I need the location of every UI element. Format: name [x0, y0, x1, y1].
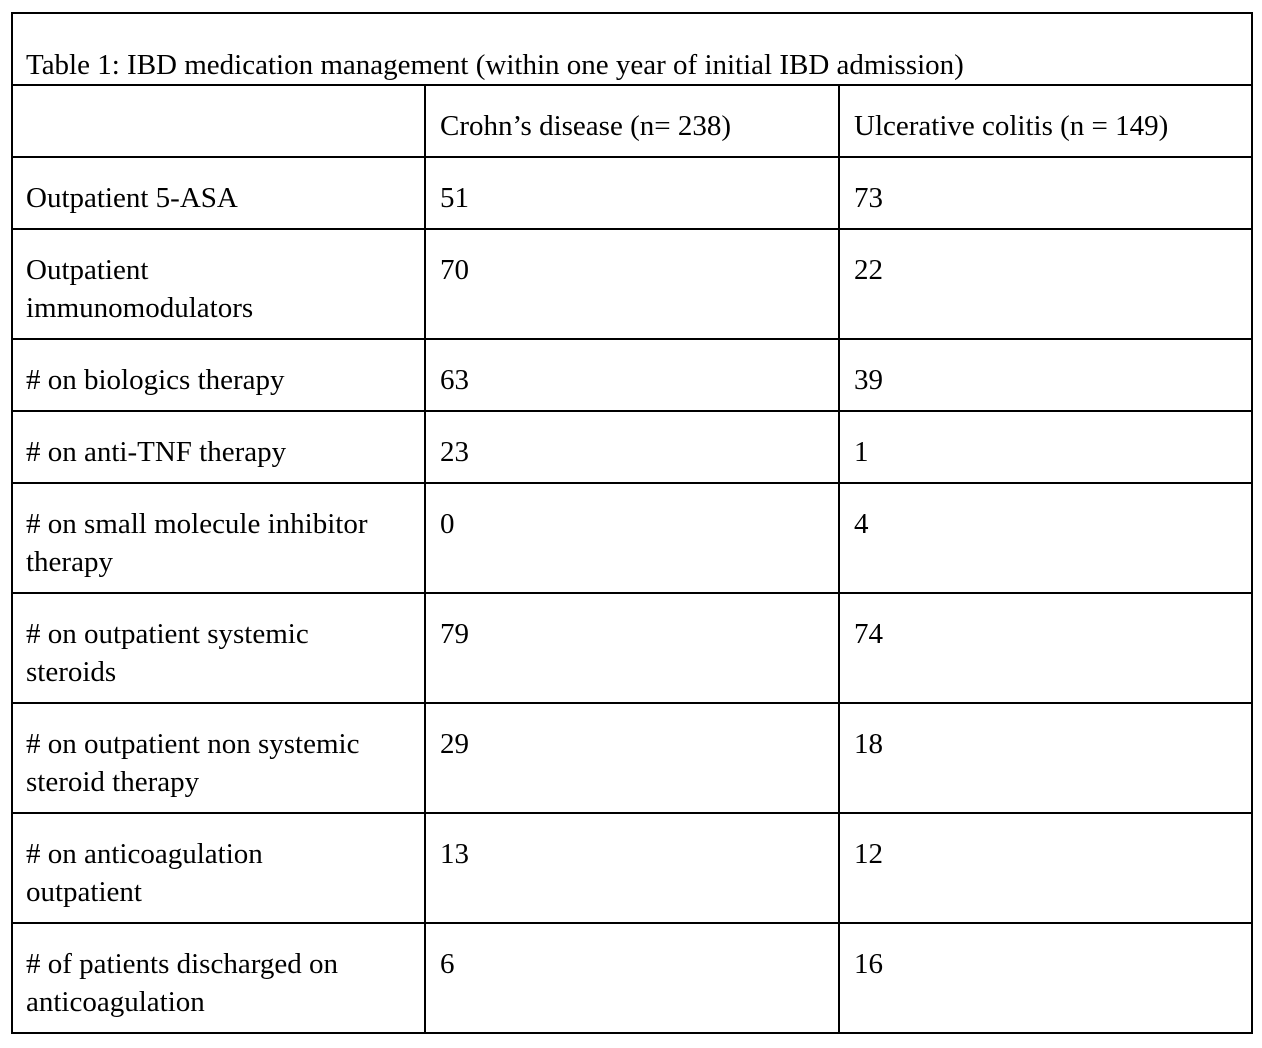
- uc-value-cell: [840, 412, 1251, 482]
- row-label: # of patients discharged on anticoagulation: [26, 948, 338, 1018]
- table-row: [13, 814, 1251, 924]
- header-row: [13, 86, 1251, 158]
- uc-value: 39: [854, 364, 883, 396]
- crohns-value: 13: [440, 838, 469, 870]
- uc-value-cell: [840, 814, 1251, 922]
- header-cell-uc: [840, 86, 1251, 156]
- row-label: # on anticoagulation outpatient: [26, 838, 263, 908]
- crohns-value: 6: [440, 948, 455, 980]
- uc-value-cell: [840, 158, 1251, 228]
- crohns-value-cell: [426, 412, 840, 482]
- row-label-cell: [13, 704, 426, 812]
- row-label-cell: [13, 230, 426, 338]
- row-label: # on outpatient systemic steroids: [26, 618, 309, 688]
- crohns-value: 79: [440, 618, 469, 650]
- crohns-value: 63: [440, 364, 469, 396]
- table-row: [13, 594, 1251, 704]
- uc-value: 12: [854, 838, 883, 870]
- row-label-cell: [13, 340, 426, 410]
- table-caption-text: Table 1: IBD medication management (within one year of initial IBD admission): [26, 49, 964, 81]
- table-row: [13, 158, 1251, 230]
- uc-value-cell: [840, 484, 1251, 592]
- crohns-value-cell: [426, 924, 840, 1032]
- table-row: [13, 704, 1251, 814]
- table-row: [13, 924, 1251, 1032]
- table-row: [13, 412, 1251, 484]
- crohns-value: 51: [440, 182, 469, 214]
- header-cell-crohns: [426, 86, 840, 156]
- row-label: # on anti-TNF therapy: [26, 436, 287, 468]
- uc-value-cell: [840, 704, 1251, 812]
- row-label: # on biologics therapy: [26, 364, 285, 396]
- crohns-value-cell: [426, 158, 840, 228]
- crohns-value-cell: [426, 594, 840, 702]
- row-label-cell: [13, 814, 426, 922]
- uc-value: 73: [854, 182, 883, 214]
- row-label: Outpatient 5-ASA: [26, 182, 238, 214]
- table-row: [13, 340, 1251, 412]
- uc-value-cell: [840, 340, 1251, 410]
- uc-value: 74: [854, 618, 883, 650]
- uc-value-cell: [840, 230, 1251, 338]
- medication-table: [11, 12, 1253, 1034]
- row-label-cell: [13, 924, 426, 1032]
- crohns-value-cell: [426, 230, 840, 338]
- crohns-value-cell: [426, 340, 840, 410]
- uc-value: 22: [854, 254, 883, 286]
- row-label: # on outpatient non systemic steroid therapy: [26, 728, 360, 798]
- crohns-value: 29: [440, 728, 469, 760]
- row-label: Outpatient immunomodulators: [26, 254, 254, 324]
- header-crohns-label: Crohn’s disease (n= 238): [440, 110, 732, 142]
- row-label-cell: [13, 158, 426, 228]
- crohns-value: 0: [440, 508, 455, 540]
- crohns-value: 23: [440, 436, 469, 468]
- uc-value-cell: [840, 924, 1251, 1032]
- uc-value: 4: [854, 508, 869, 540]
- row-label: # on small molecule inhibitor therapy: [26, 508, 368, 578]
- header-uc-label: Ulcerative colitis (n = 149): [854, 110, 1169, 142]
- uc-value: 1: [854, 436, 869, 468]
- row-label-cell: [13, 412, 426, 482]
- row-label-cell: [13, 594, 426, 702]
- uc-value-cell: [840, 594, 1251, 702]
- uc-value: 16: [854, 948, 883, 980]
- table-caption: [13, 14, 1251, 86]
- crohns-value: 70: [440, 254, 469, 286]
- table-row: [13, 230, 1251, 340]
- crohns-value-cell: [426, 484, 840, 592]
- table-row: [13, 484, 1251, 594]
- row-label-cell: [13, 484, 426, 592]
- crohns-value-cell: [426, 814, 840, 922]
- uc-value: 18: [854, 728, 883, 760]
- header-cell-empty: [13, 86, 426, 156]
- crohns-value-cell: [426, 704, 840, 812]
